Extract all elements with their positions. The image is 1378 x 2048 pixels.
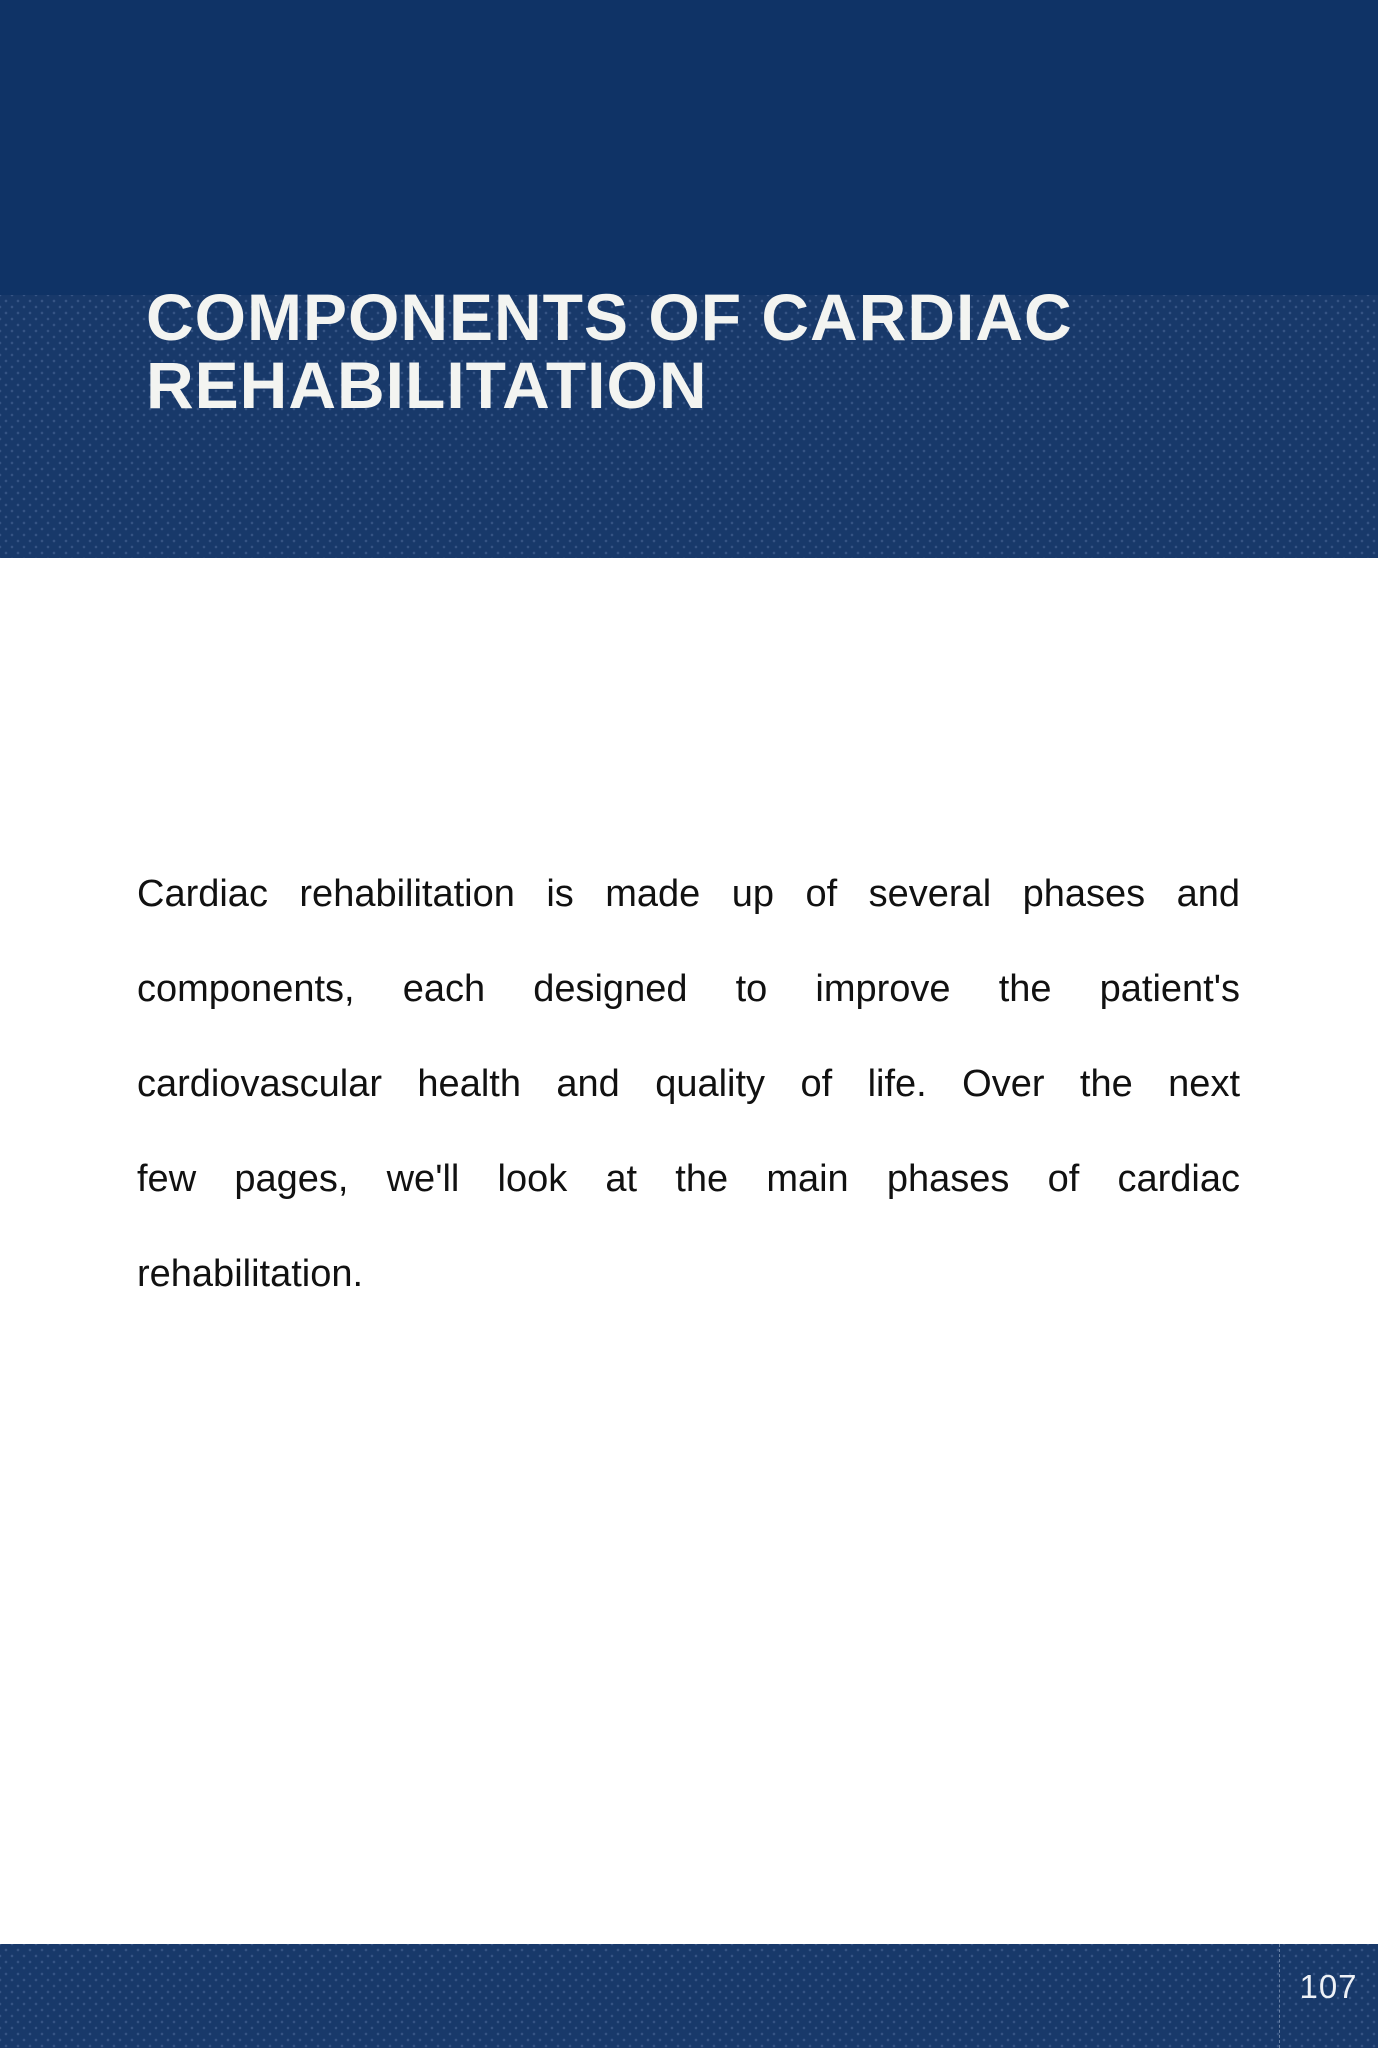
- body-line: components, each designed to improve the patient's: [137, 968, 1240, 1010]
- header-banner: [0, 0, 1378, 558]
- body-line: few pages, we'll look at the main phases of cardiac: [137, 1158, 1240, 1200]
- page-title-line-1: COMPONENTS OF CARDIAC: [146, 280, 1073, 354]
- footer-bar: [0, 1944, 1378, 2048]
- body-line: Cardiac rehabilitation is made up of several phases and: [137, 873, 1240, 915]
- page-title-line-2: REHABILITATION: [146, 348, 708, 422]
- page-title: [146, 280, 1296, 422]
- body-line: rehabilitation.: [137, 1253, 364, 1295]
- body-line: cardiovascular health and quality of life. Over the next: [137, 1063, 1240, 1105]
- page-number: 107: [1299, 1968, 1358, 2005]
- body-paragraph: [137, 847, 1240, 1322]
